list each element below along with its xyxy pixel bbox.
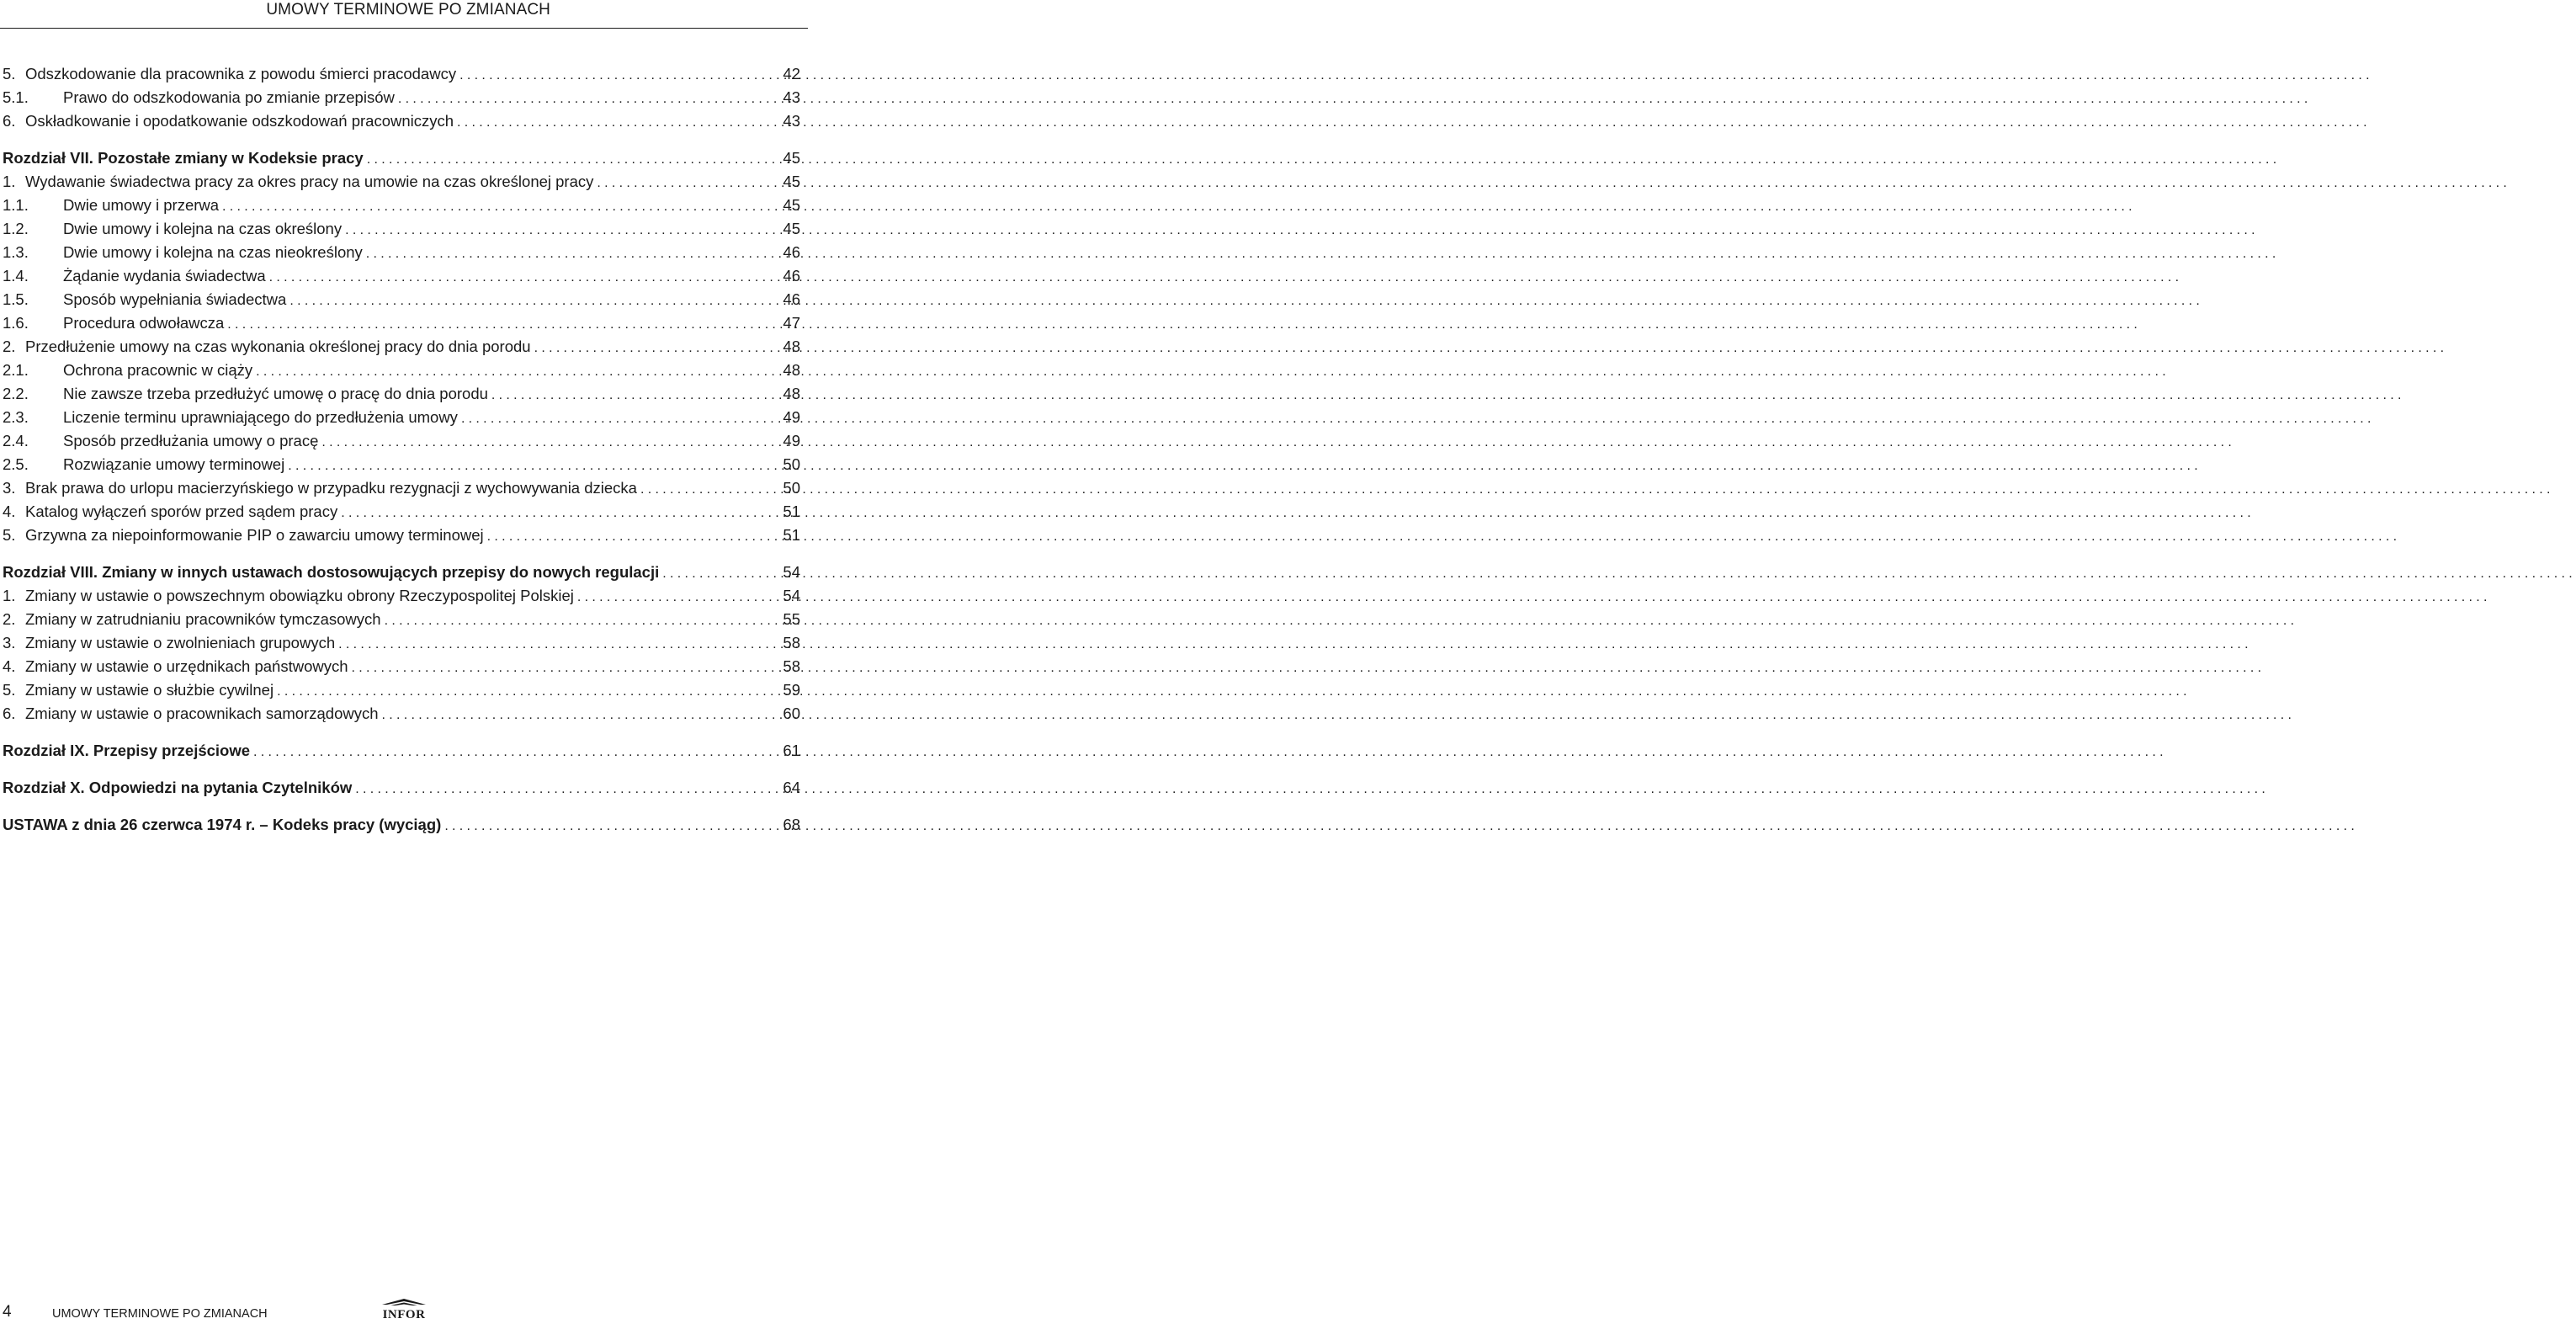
toc-dot-leader	[227, 315, 760, 335]
toc-entry-page: 48	[783, 338, 800, 355]
toc-entry-number: 5.	[3, 65, 16, 82]
toc-entry-page: 55	[783, 610, 800, 628]
toc-dot-leader	[534, 338, 760, 359]
toc-entry-page: 48	[783, 385, 800, 402]
toc-entry	[3, 609, 802, 633]
toc-entry	[3, 431, 802, 455]
toc-dot-leader	[355, 779, 760, 800]
toc-entry-page: 45	[783, 149, 800, 167]
table-of-contents	[3, 64, 802, 838]
toc-entry-page: 49	[783, 408, 800, 426]
toc-entry-title: USTAWA z dnia 26 czerwca 1974 r. – Kodeks pracy (wyciąg)	[3, 816, 442, 833]
toc-entry	[3, 242, 802, 266]
toc-entry-page: 46	[783, 243, 800, 261]
toc-entry	[3, 586, 802, 609]
toc-entry-page: 43	[783, 88, 800, 106]
toc-entry-title: Dwie umowy i przerwa	[63, 196, 220, 214]
toc-entry-number: 1.5.	[3, 290, 29, 308]
toc-entry-title: Grzywna za niepoinformowanie PIP o zawarciu umowy terminowej	[25, 526, 484, 544]
toc-entry-number: 2.	[3, 338, 16, 355]
toc-dot-leader	[640, 480, 760, 500]
toc-entry-number: 2.5.	[3, 455, 29, 473]
toc-entry-page: 51	[783, 526, 800, 544]
toc-dot-leader	[398, 89, 760, 109]
toc-entry-number: 1.3.	[3, 243, 29, 261]
toc-entry-number: 1.6.	[3, 314, 29, 332]
toc-entry	[3, 680, 802, 704]
toc-entry-number: 2.4.	[3, 432, 29, 449]
toc-entry	[3, 704, 802, 727]
footer-title: UMOWY TERMINOWE PO ZMIANACH	[52, 1307, 268, 1321]
toc-entry	[3, 502, 802, 525]
toc-entry-page: 61	[783, 742, 800, 759]
toc-entry-page: 45	[783, 220, 800, 237]
toc-dot-leader	[321, 433, 760, 453]
toc-entry-number: 5.1.	[3, 88, 29, 106]
toc-dot-leader	[269, 268, 760, 288]
toc-entry-title: Rozdział IX. Przepisy przejściowe	[3, 742, 251, 759]
toc-entry-page: 68	[783, 816, 800, 833]
toc-entry	[3, 407, 802, 431]
toc-entry-number: 2.3.	[3, 408, 29, 426]
toc-entry	[3, 455, 802, 478]
toc-entry-page: 45	[783, 173, 800, 190]
toc-dot-leader	[366, 244, 760, 264]
toc-entry-number: 1.2.	[3, 220, 29, 237]
toc-chapter-entry	[3, 741, 802, 764]
toc-entry-title: Zmiany w zatrudnianiu pracowników tymczasowych	[25, 610, 381, 628]
toc-entry	[3, 88, 802, 111]
toc-entry-title: Rozdział VIII. Zmiany w innych ustawach dostosowujących przepisy do nowych regulacji	[3, 563, 660, 581]
toc-entry-page: 45	[783, 196, 800, 214]
toc-dot-leader	[662, 564, 760, 584]
toc-entry	[3, 657, 802, 680]
toc-entry-number: 1.4.	[3, 267, 29, 284]
toc-dot-leader	[289, 291, 760, 311]
toc-entry	[3, 337, 802, 360]
toc-entry-title: Zmiany w ustawie o powszechnym obowiązku obrony Rzeczypospolitej Polskiej	[25, 587, 574, 604]
toc-entry-page: 47	[783, 314, 800, 332]
toc-chapter-entry	[3, 778, 802, 801]
toc-entry-page: 60	[783, 705, 800, 722]
toc-dot-leader	[352, 658, 760, 678]
toc-entry-page: 46	[783, 267, 800, 284]
toc-entry-number: 2.	[3, 610, 16, 628]
toc-entry-page: 51	[783, 502, 800, 520]
toc-dot-leader	[385, 611, 760, 631]
toc-dot-leader	[457, 113, 760, 133]
toc-dot-leader	[222, 197, 760, 217]
toc-entry-title: Procedura odwoławcza	[63, 314, 225, 332]
toc-entry	[3, 384, 802, 407]
toc-entry-title: Zmiany w ustawie o urzędnikach państwowych	[25, 657, 348, 675]
toc-dot-leader	[288, 456, 760, 476]
toc-entry-page: 64	[783, 779, 800, 796]
toc-dot-leader	[459, 66, 760, 86]
toc-entry-title: Oskładkowanie i opodatkowanie odszkodowań pracowniczych	[25, 112, 454, 130]
toc-entry-number: 1.	[3, 587, 16, 604]
toc-dot-leader	[277, 682, 760, 702]
toc-entry-page: 59	[783, 681, 800, 699]
toc-entry-number: 4.	[3, 502, 16, 520]
toc-entry-page: 43	[783, 112, 800, 130]
toc-entry-page: 46	[783, 290, 800, 308]
toc-dot-leader	[461, 409, 760, 429]
infor-logo-text: INFOR	[382, 1308, 426, 1321]
toc-entry-title: Prawo do odszkodowania po zmianie przepisów	[63, 88, 395, 106]
toc-dot-leader	[345, 221, 760, 241]
toc-entry-number: 2.1.	[3, 361, 29, 379]
toc-entry-title: Dwie umowy i kolejna na czas określony	[63, 220, 343, 237]
toc-entry-title: Katalog wyłączeń sporów przed sądem pracy	[25, 502, 338, 520]
toc-dot-leader	[253, 742, 760, 763]
toc-entry-number: 1.1.	[3, 196, 29, 214]
toc-entry-page: 54	[783, 587, 800, 604]
toc-entry-number: 5.	[3, 526, 16, 544]
toc-entry-number: 6.	[3, 705, 16, 722]
header-rule	[0, 28, 808, 29]
toc-entry-number: 5.	[3, 681, 16, 699]
toc-entry-title: Liczenie terminu uprawniającego do przedłużenia umowy	[63, 408, 458, 426]
toc-dot-leader	[444, 816, 760, 837]
toc-entry	[3, 266, 802, 290]
running-header-title: UMOWY TERMINOWE PO ZMIANACH	[266, 1, 550, 19]
toc-chapter-entry	[3, 815, 802, 838]
toc-dot-leader	[597, 173, 760, 194]
toc-entry-number: 3.	[3, 634, 16, 651]
toc-entry-title: Zmiany w ustawie o służbie cywilnej	[25, 681, 274, 699]
toc-entry	[3, 313, 802, 337]
toc-entry	[3, 633, 802, 657]
toc-entry	[3, 360, 802, 384]
toc-entry-title: Ochrona pracownic w ciąży	[63, 361, 253, 379]
page-footer	[0, 1296, 808, 1324]
toc-entry-title: Rozdział X. Odpowiedzi na pytania Czytelników	[3, 779, 353, 796]
toc-entry-title: Brak prawa do urlopu macierzyńskiego w przypadku rezygnacji z wychowywania dziecka	[25, 479, 637, 497]
toc-entry-title: Żądanie wydania świadectwa	[63, 267, 266, 284]
toc-entry	[3, 290, 802, 313]
toc-entry-title: Rozdział VII. Pozostałe zmiany w Kodeksie pracy	[3, 149, 364, 167]
toc-entry-page: 50	[783, 455, 800, 473]
toc-entry-page: 58	[783, 634, 800, 651]
running-header	[0, 0, 808, 34]
toc-entry-title: Wydawanie świadectwa pracy za okres pracy na umowie na czas określonej pracy	[25, 173, 594, 190]
toc-entry-title: Nie zawsze trzeba przedłużyć umowę o pracę do dnia porodu	[63, 385, 488, 402]
toc-entry	[3, 64, 802, 88]
toc-dot-leader	[577, 588, 760, 608]
toc-entry	[3, 195, 802, 219]
toc-entry-number: 2.2.	[3, 385, 29, 402]
toc-entry-page: 58	[783, 657, 800, 675]
toc-entry-title: Odszkodowanie dla pracownika z powodu śmierci pracodawcy	[25, 65, 457, 82]
toc-entry-page: 48	[783, 361, 800, 379]
toc-dot-leader	[491, 386, 760, 406]
toc-entry	[3, 219, 802, 242]
toc-entry-number: 4.	[3, 657, 16, 675]
toc-entry	[3, 172, 802, 195]
toc-entry-number: 6.	[3, 112, 16, 130]
toc-dot-leader	[382, 705, 760, 726]
toc-entry-title: Sposób wypełniania świadectwa	[63, 290, 287, 308]
toc-dot-leader	[256, 362, 760, 382]
toc-entry-page: 42	[783, 65, 800, 82]
toc-dot-leader	[487, 527, 760, 547]
toc-entry-number: 1.	[3, 173, 16, 190]
toc-chapter-entry	[3, 148, 802, 172]
toc-entry	[3, 525, 802, 549]
toc-entry	[3, 478, 802, 502]
toc-entry-title: Zmiany w ustawie o zwolnieniach grupowych	[25, 634, 336, 651]
toc-entry-page: 49	[783, 432, 800, 449]
toc-entry-title: Przedłużenie umowy na czas wykonania określonej pracy do dnia porodu	[25, 338, 531, 355]
toc-entry-title: Dwie umowy i kolejna na czas nieokreślony	[63, 243, 363, 261]
toc-dot-leader	[338, 635, 760, 655]
toc-entry	[3, 111, 802, 135]
toc-entry-page: 54	[783, 563, 800, 581]
toc-entry-title: Sposób przedłużania umowy o pracę	[63, 432, 319, 449]
toc-entry-page: 50	[783, 479, 800, 497]
page-number: 4	[3, 1303, 12, 1321]
toc-dot-leader	[367, 150, 760, 170]
toc-dot-leader	[341, 503, 760, 524]
toc-entry-title: Zmiany w ustawie o pracownikach samorządowych	[25, 705, 379, 722]
toc-chapter-entry	[3, 562, 802, 586]
toc-entry-title: Rozwiązanie umowy terminowej	[63, 455, 285, 473]
infor-logo	[365, 1297, 443, 1322]
toc-entry-number: 3.	[3, 479, 16, 497]
